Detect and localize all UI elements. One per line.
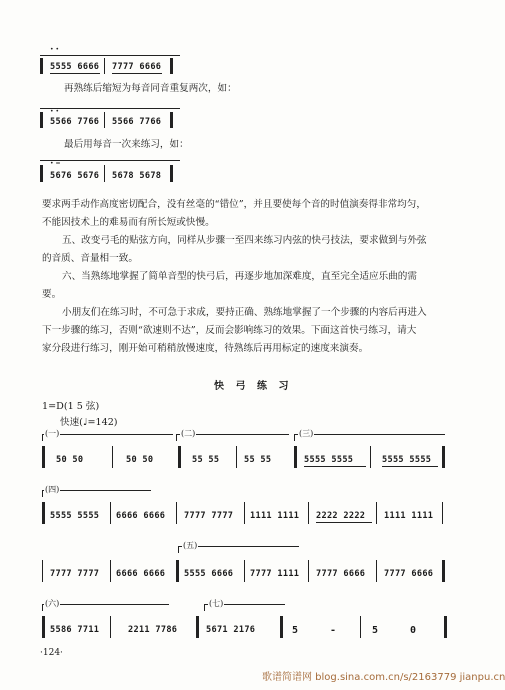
section-bracket — [42, 434, 173, 441]
notes: 5566 7766 — [112, 117, 162, 127]
notes: 5678 5678 — [112, 171, 162, 181]
notes: 6666 6666 — [116, 569, 166, 579]
repeat-bar — [280, 616, 283, 638]
bar-line — [104, 112, 105, 128]
bowing-marks: • = — [50, 160, 61, 167]
paragraph: 要求两手动作高度密切配合，没有丝毫的“错位”，并且要使每个音的时值演奏得非常均匀， — [42, 199, 426, 210]
notes: 2211 7786 — [128, 625, 178, 635]
repeat-bar — [170, 58, 173, 74]
repeat-bar — [40, 112, 43, 128]
notes: 7777 7777 — [184, 511, 234, 521]
underline — [112, 73, 162, 74]
staff-line — [40, 108, 180, 109]
notes: 55 55 — [192, 455, 220, 465]
bar-line — [112, 446, 113, 468]
repeat-bar — [294, 446, 297, 468]
section-title: 快 弓 练 习 — [214, 381, 293, 392]
notes: 7777 6666 — [112, 62, 162, 72]
section-label: (二) — [181, 429, 196, 438]
notes: 55 55 — [244, 455, 272, 465]
paragraph: 下一步骤的练习，否则“欲速则不达”，反而会影响练习的效果。下面这首快弓练习，请大 — [42, 325, 417, 336]
underline — [316, 522, 372, 523]
notes: 5566 7766 — [50, 117, 100, 127]
notes: 7777 7777 — [50, 569, 100, 579]
paragraph: 家分段进行练习，刚开始可稍稍放慢速度，待熟练后再用标定的速度来演奏。 — [42, 343, 369, 354]
notes: 7777 6666 — [316, 569, 366, 579]
key-signature: 1=D(1 5 弦) — [42, 401, 100, 412]
paragraph: 六、当熟练地掌握了简单音型的快弓后，再逐步地加深难度，直至完全适应乐曲的需 — [62, 271, 417, 282]
notes: 50 50 — [126, 455, 154, 465]
bar-line — [110, 502, 111, 524]
paragraph: 要。 — [42, 289, 62, 300]
section-bracket — [294, 434, 445, 441]
notes: 5555 5555 — [50, 511, 100, 521]
dash: - — [330, 625, 337, 636]
repeat-bar — [42, 502, 45, 524]
repeat-bar — [442, 560, 445, 582]
paragraph: 再熟练后缩短为每音同音重复两次，如： — [64, 83, 237, 94]
notes: 1111 1111 — [384, 511, 434, 521]
repeat-bar — [196, 616, 199, 638]
notes: 7777 6666 — [384, 569, 434, 579]
page-number: ·124· — [40, 648, 63, 658]
bar-line — [176, 502, 177, 524]
notes: 2222 2222 — [316, 511, 366, 521]
paragraph: 五、改变弓毛的贴弦方向，同样从步骤一至四来练习内弦的快弓技法，要求做到与外弦 — [62, 235, 427, 246]
paragraph: 最后用每音一次来练习，如： — [64, 139, 189, 150]
underline — [304, 466, 366, 467]
paragraph: 不能因技术上的难易而有所长短或快慢。 — [42, 217, 215, 228]
repeat-bar — [42, 616, 45, 638]
section-label: (一) — [45, 429, 60, 438]
bar-line — [42, 560, 43, 582]
section-label: (七) — [209, 599, 224, 608]
notes: 50 50 — [56, 455, 84, 465]
notes: 5676 5676 — [50, 171, 100, 181]
bar-line — [244, 502, 245, 524]
repeat-bar — [170, 165, 173, 182]
tempo-marking: 快速(♩=142) — [60, 417, 118, 428]
bar-line — [442, 502, 443, 524]
staff-line — [40, 55, 180, 56]
repeat-bar — [442, 446, 445, 468]
bar-line — [308, 502, 309, 524]
repeat-bar — [40, 165, 43, 182]
section-label: (三) — [299, 429, 314, 438]
notes: 5555 5555 — [382, 455, 432, 465]
final-bar — [444, 616, 447, 638]
underline — [50, 73, 100, 74]
bar-line — [104, 58, 105, 74]
repeat-bar — [40, 58, 43, 74]
repeat-bar — [176, 560, 179, 582]
bar-line — [370, 446, 371, 468]
section-label: (六) — [45, 599, 60, 608]
bar-line — [360, 616, 361, 638]
notes: 1111 1111 — [250, 511, 300, 521]
section-label: (四) — [45, 485, 60, 494]
underline — [382, 466, 438, 467]
notes: 7777 1111 — [250, 569, 300, 579]
notes: 5555 5555 — [304, 455, 354, 465]
notes: 5555 6666 — [50, 62, 100, 72]
note: 5 — [292, 625, 299, 636]
bar-line — [110, 560, 111, 582]
rest: 0 — [410, 625, 417, 636]
paragraph: 的音质、音量相一致。 — [42, 253, 138, 264]
repeat-bar — [178, 446, 181, 468]
bowing-marks: • • — [50, 46, 59, 53]
notes: 5671 2176 — [206, 625, 256, 635]
section-bracket — [42, 604, 169, 611]
note: 5 — [372, 625, 379, 636]
notes: 5586 7711 — [50, 625, 100, 635]
bar-line — [376, 502, 377, 524]
bar-line — [236, 446, 237, 468]
staff-line — [40, 160, 180, 161]
notes: 5555 6666 — [184, 569, 234, 579]
notes: 6666 6666 — [116, 511, 166, 521]
bar-line — [376, 560, 377, 582]
bar-line — [308, 560, 309, 582]
bar-line — [244, 560, 245, 582]
bowing-marks: • • — [50, 108, 59, 115]
bar-line — [104, 165, 105, 182]
repeat-bar — [170, 112, 173, 128]
repeat-bar — [42, 446, 45, 468]
bar-line — [110, 616, 111, 638]
section-label: (五) — [183, 541, 198, 550]
paragraph: 小朋友们在练习时，不可急于求成，要持正确、熟练地掌握了一个步骤的内容后再进入 — [62, 307, 427, 318]
watermark: 歌谱简谱网 blog.sina.com.cn/s/2163779 jianpu.cn — [262, 672, 505, 683]
